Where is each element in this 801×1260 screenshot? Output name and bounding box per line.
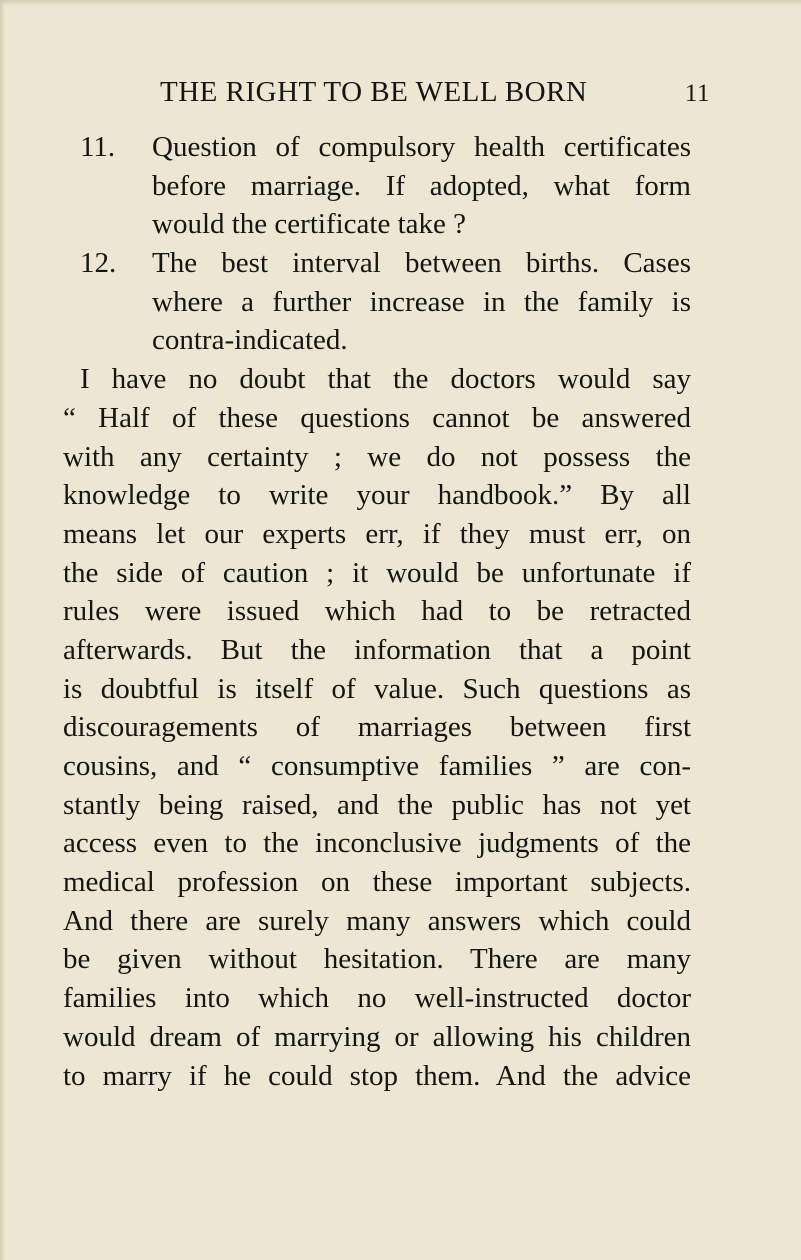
paragraph-line: I have no doubt that the doctors would say [80, 363, 691, 396]
paragraph-line: with any certainty ; we do not possess the [63, 440, 691, 473]
paragraph-line: rules were issued which had to be retracted [63, 595, 691, 628]
paragraph-line: to marry if he could stop them. And the advice [63, 1059, 691, 1092]
list-item-number: 12. [80, 247, 117, 280]
paragraph-line: “ Half of these questions cannot be answered [63, 401, 691, 434]
page-edge-shadow-left [0, 0, 5, 1260]
paragraph-line: medical profession on these important subjects. [63, 866, 691, 899]
paragraph-line: discouragements of marriages between first [63, 711, 691, 744]
list-item-text: before marriage. If adopted, what form [152, 169, 691, 202]
paragraph-line: means let our experts err, if they must err, on [63, 517, 691, 550]
list-item-line [63, 167, 691, 206]
paragraph-line: afterwards. But the information that a point [63, 633, 691, 666]
list-item-text: Question of compulsory health certificates [152, 131, 691, 163]
paragraph-line: knowledge to write your handbook.” By all [63, 479, 691, 512]
list-item-line [63, 128, 691, 167]
list-item-text: The best interval between births. Cases [152, 247, 691, 280]
page-header [150, 70, 710, 114]
list-item-line [63, 205, 691, 244]
list-item-line [63, 321, 691, 360]
paragraph-line: would dream of marrying or allowing his children [63, 1020, 691, 1053]
list-item-text: contra-indicated. [152, 324, 348, 357]
paragraph-line: be given without hesitation. There are many [63, 943, 691, 976]
paragraph-line: the side of caution ; it would be unfortunate if [63, 556, 691, 589]
list-item-number: 11. [80, 131, 116, 163]
paragraph-line: families into which no well-instructed doctor [63, 982, 691, 1015]
paragraph-line: access even to the inconclusive judgments of the [63, 827, 691, 860]
paragraph-line: And there are surely many answers which could [63, 904, 691, 937]
paragraph-line: cousins, and “ consumptive families ” are con- [63, 750, 691, 782]
paragraph-line: is doubtful is itself of value. Such questions as [63, 672, 691, 705]
body-text [63, 128, 691, 1095]
list-item-text: where a further increase in the family is [152, 285, 691, 318]
page-number: 11 [684, 80, 710, 107]
list-item-line [63, 283, 691, 322]
paragraph-line: stantly being raised, and the public has not yet [63, 788, 691, 821]
list-item-text: would the certificate take ? [152, 208, 467, 241]
page-edge-shadow-top [0, 0, 801, 6]
running-title: THE RIGHT TO BE WELL BORN [160, 76, 588, 108]
list-item-line [63, 244, 691, 283]
